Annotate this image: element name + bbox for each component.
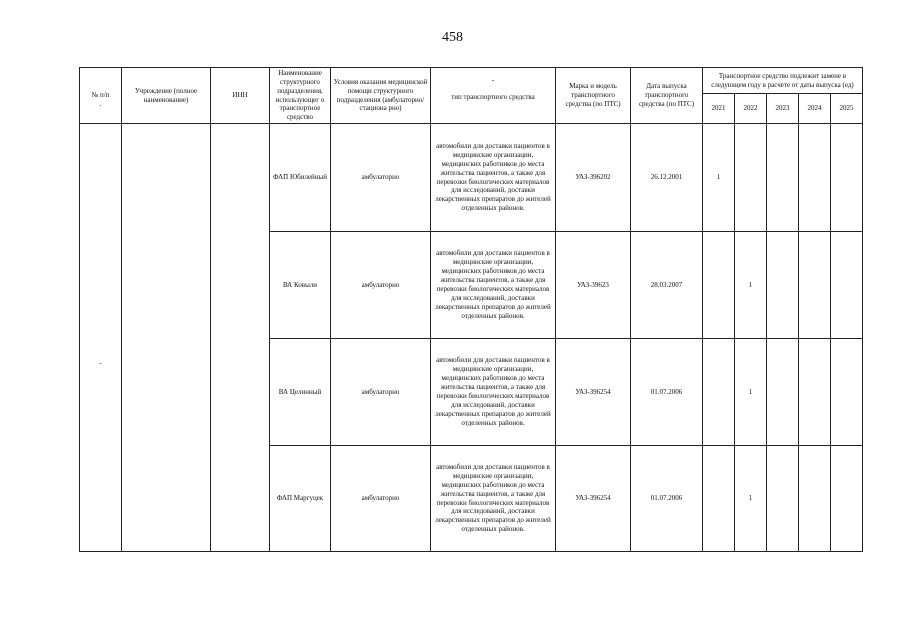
header-year-2024: 2024 [799, 94, 831, 124]
header-num: № п/п [80, 68, 122, 124]
institution-cell [122, 124, 211, 552]
page-number: 458 [442, 30, 463, 45]
header-institution: Учреждение (полное наименование) [122, 68, 211, 124]
header-type [431, 68, 556, 124]
header-type-label: тип транспортного средства [451, 92, 535, 101]
year-2022-value [735, 124, 767, 232]
release-date: 01.07.2006 [631, 446, 703, 552]
unit-name: ВА Целинный [270, 339, 331, 446]
header-type-marker: - [491, 75, 495, 84]
year-2023-value [767, 339, 799, 446]
year-2025-value [831, 446, 863, 552]
header-replacement-group: Транспортное средство подлежит замене в следующем году в расчете от даты выпуска (ед) [703, 68, 863, 94]
header-year-2023: 2023 [767, 94, 799, 124]
year-2021-value [703, 446, 735, 552]
year-2025-value [831, 339, 863, 446]
release-date: 28.03.2007 [631, 232, 703, 339]
year-2024-value [799, 446, 831, 552]
year-2022-value: 1 [735, 232, 767, 339]
header-conditions: Условия оказания медицинской помощи структурного подразделения (амбулаторно/стациона рно) [331, 68, 431, 124]
header-release-date: Дата выпуска транспортного средства (по ПТС) [631, 68, 703, 124]
vehicle-type: автомобили для доставки пациентов в медицинские организации, медицинских работников до места жительства пациентов, а также для перевозки биологических материалов для исследований, доставки лекарственных препаратов до жителей отделенных районов. [431, 124, 556, 232]
header-inn: ИНН [211, 68, 270, 124]
condition: амбулаторно [331, 124, 431, 232]
row-num-mark: . [99, 100, 102, 108]
year-2023-value [767, 124, 799, 232]
condition: амбулаторно [331, 232, 431, 339]
year-2024-value [799, 339, 831, 446]
vehicle-type: автомобили для доставки пациентов в медицинские организации, медицинских работников до места жительства пациентов, а также для перевозки биологических материалов для исследований, доставки лекарственных препаратов до жителей отделенных районов. [431, 232, 556, 339]
inn-cell [211, 124, 270, 552]
header-unit-name: Наименование структурного подразделения, использующег о транспортное средство [270, 68, 331, 124]
header-year-2022: 2022 [735, 94, 767, 124]
vehicle-model: УАЗ-396202 [556, 124, 631, 232]
header-year-2021: 2021 [703, 94, 735, 124]
vehicle-model: УАЗ-396254 [556, 339, 631, 446]
year-2021-value [703, 232, 735, 339]
year-2022-value: 1 [735, 446, 767, 552]
year-2021-value: 1 [703, 124, 735, 232]
row-num-mid-mark: - [99, 358, 102, 367]
release-date: 26.12.2001 [631, 124, 703, 232]
header-year-2025: 2025 [831, 94, 863, 124]
table-row [80, 124, 863, 232]
year-2025-value [831, 124, 863, 232]
vehicle-type: автомобили для доставки пациентов в медицинские организации, медицинских работников до места жительства пациентов, а также для перевозки биологических материалов для исследований, доставки лекарственных препаратов до жителей отделенных районов. [431, 446, 556, 552]
release-date: 01.07.2006 [631, 339, 703, 446]
header-model: Марка и модель транспортного средства (по ПТС) [556, 68, 631, 124]
year-2023-value [767, 446, 799, 552]
unit-name: ВА Ковыли [270, 232, 331, 339]
vehicle-type: автомобили для доставки пациентов в медицинские организации, медицинских работников до места жительства пациентов, а также для перевозки биологических материалов для исследований, доставки лекарственных препаратов до жителей отделенных районов. [431, 339, 556, 446]
year-2021-value [703, 339, 735, 446]
year-2023-value [767, 232, 799, 339]
row-num-cell [80, 100, 122, 552]
vehicle-model: УАЗ-39623 [556, 232, 631, 339]
year-2024-value [799, 124, 831, 232]
unit-name: ФАП Маргуцек [270, 446, 331, 552]
year-2022-value: 1 [735, 339, 767, 446]
vehicle-model: УАЗ-396254 [556, 446, 631, 552]
year-2024-value [799, 232, 831, 339]
vehicle-table [79, 67, 863, 552]
year-2025-value [831, 232, 863, 339]
condition: амбулаторно [331, 446, 431, 552]
condition: амбулаторно [331, 339, 431, 446]
unit-name: ФАП Юбилейный [270, 124, 331, 232]
